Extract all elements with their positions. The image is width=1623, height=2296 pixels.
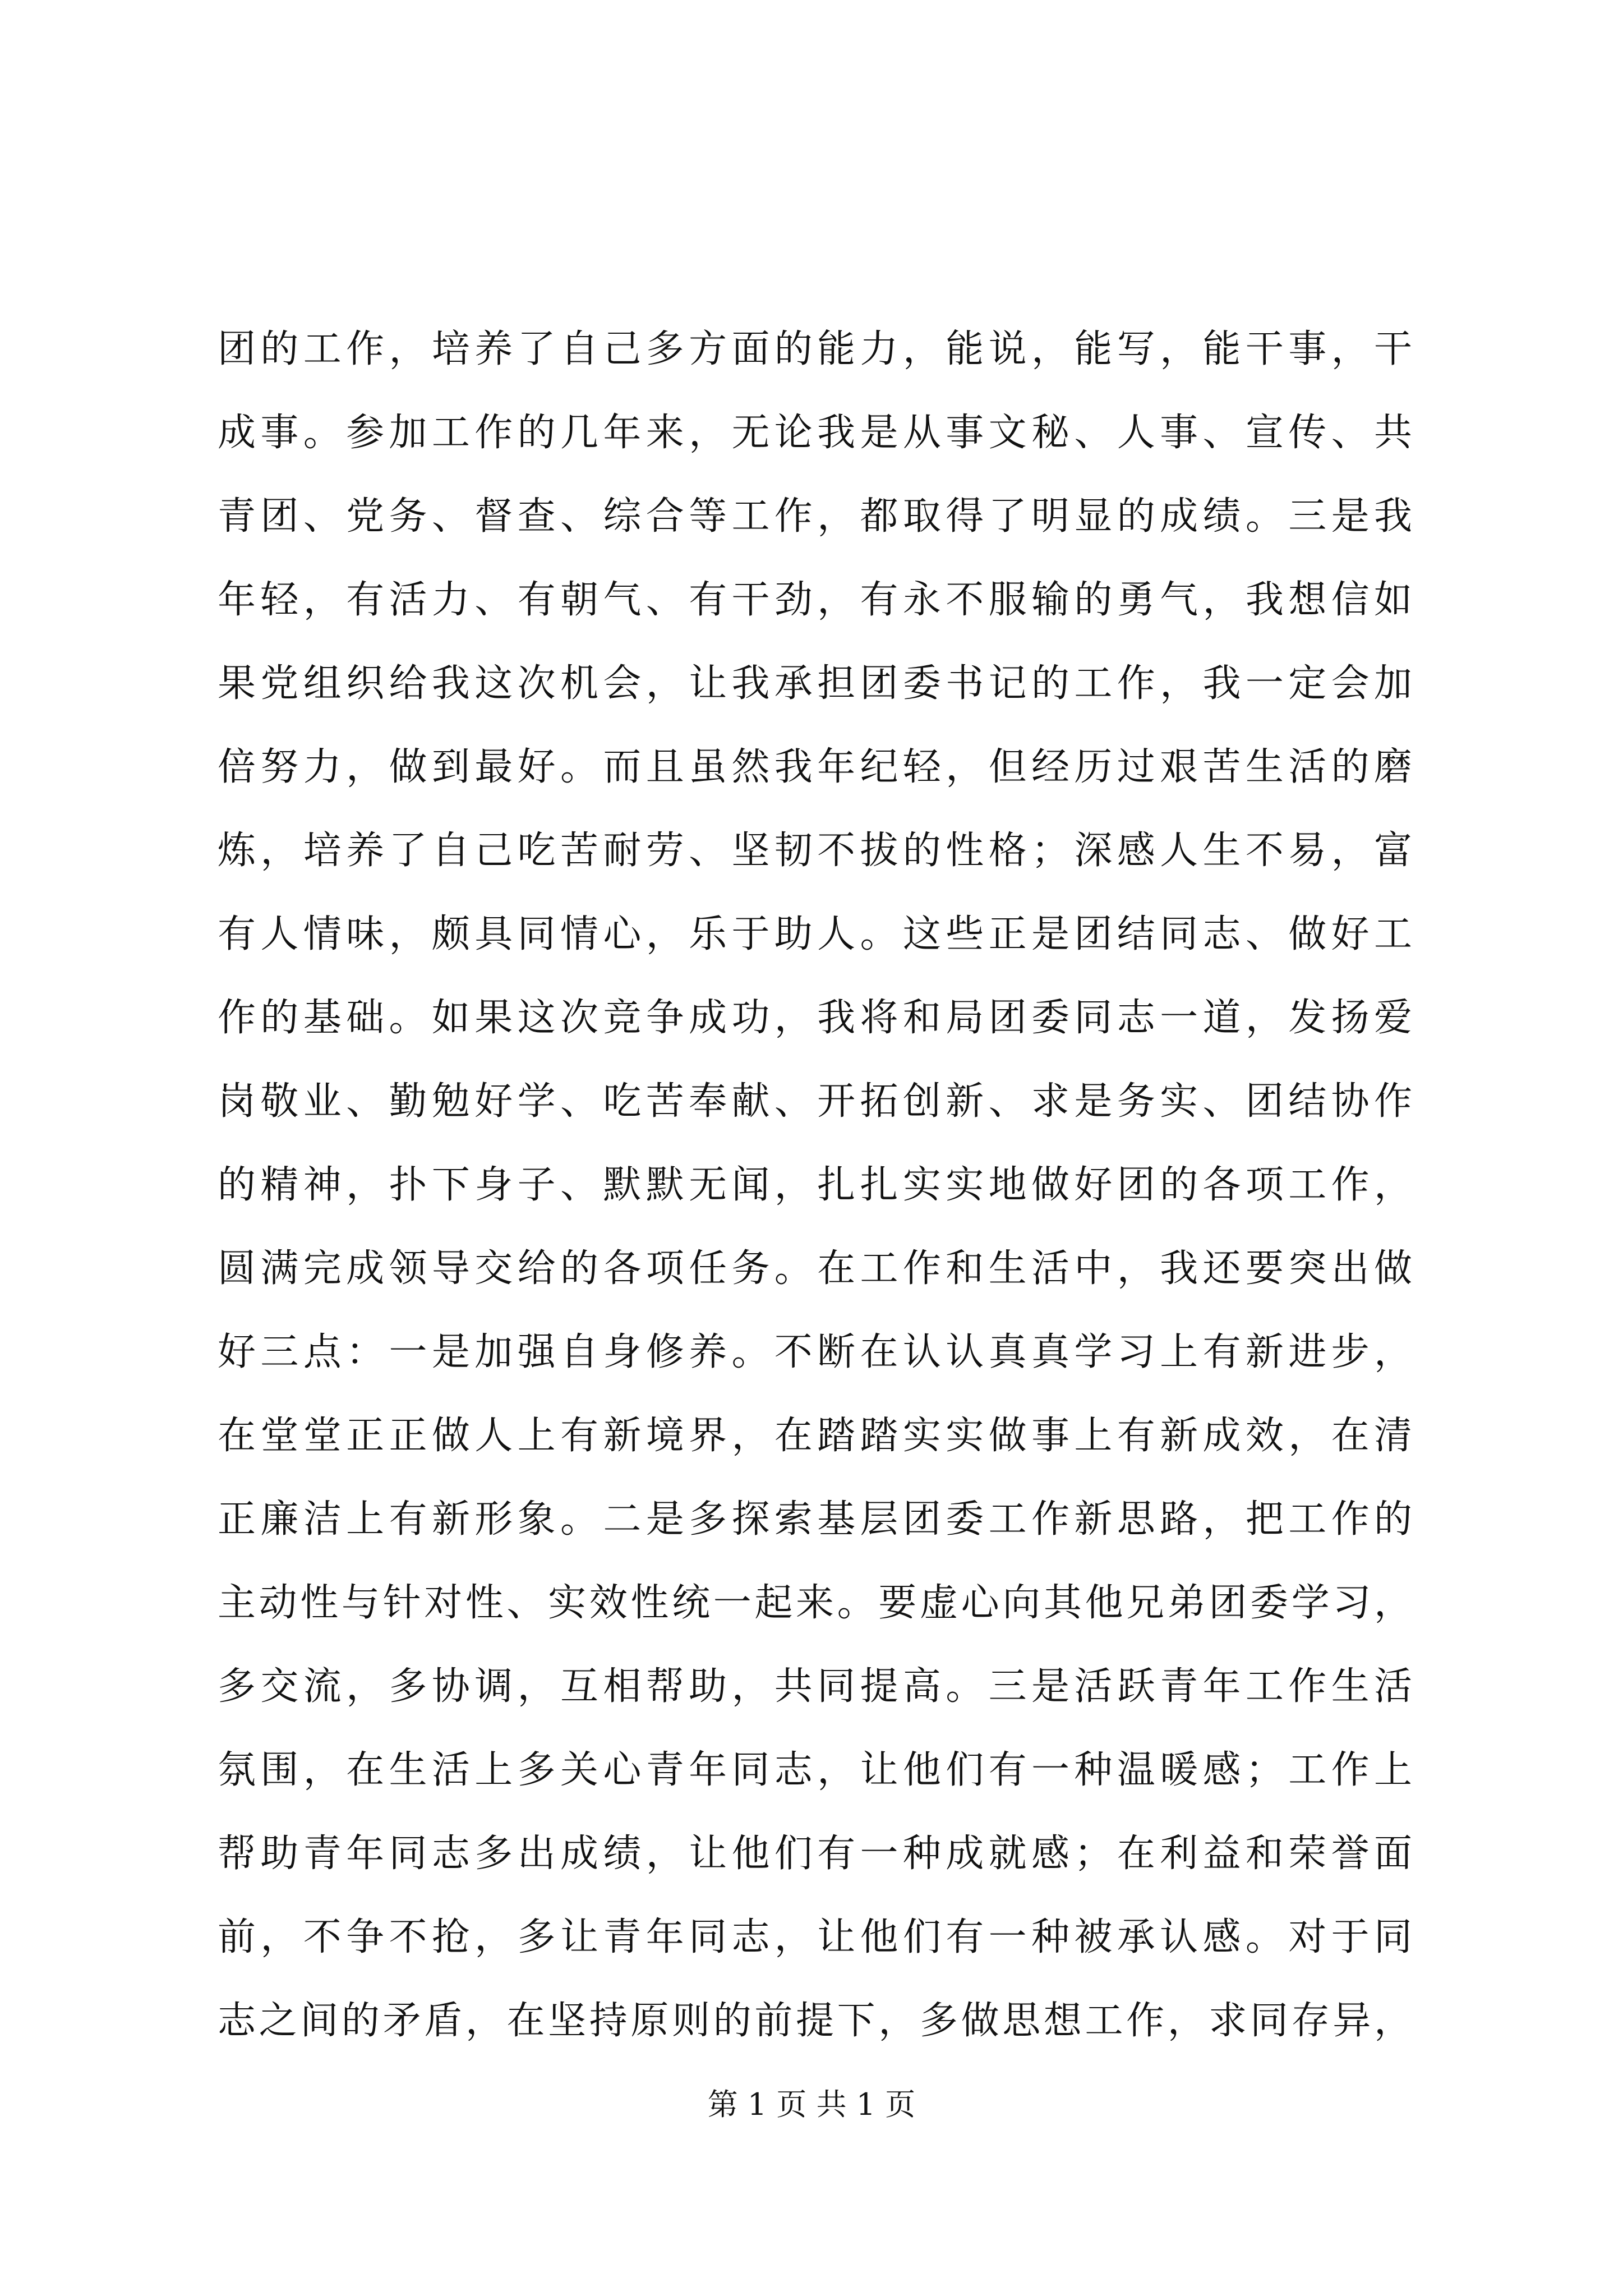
text-line: 果党组织给我这次机会，让我承担团委书记的工作，我一定会加 [218,661,1412,706]
text-line: 作的基础。如果这次竞争成功，我将和局团委同志一道，发扬爱 [218,996,1412,1040]
text-line: 在堂堂正正做人上有新境界，在踏踏实实做事上有新成效，在清 [218,1414,1412,1458]
text-line: 的精神，扑下身子、默默无闻，扎扎实实地做好团的各项工作， [218,1163,1412,1207]
text-line: 团的工作，培养了自己多方面的能力，能说，能写，能干事，干 [218,327,1412,371]
body-paragraph [218,307,1412,2063]
text-line: 帮助青年同志多出成绩，让他们有一种成就感；在利益和荣誉面 [218,1832,1412,1876]
text-line: 炼，培养了自己吃苦耐劳、坚韧不拔的性格；深感人生不易，富 [218,829,1412,873]
text-line: 前，不争不抢，多让青年同志，让他们有一种被承认感。对于同 [218,1915,1412,1959]
page-footer: 第 1 页 共 1 页 [707,2087,916,2122]
text-line: 志之间的矛盾，在坚持原则的前提下，多做思想工作，求同存异， [218,1999,1412,2043]
text-line: 主动性与针对性、实效性统一起来。要虚心向其他兄弟团委学习， [218,1581,1412,1625]
text-line: 有人情味，颇具同情心，乐于助人。这些正是团结同志、做好工 [218,912,1412,956]
text-line: 圆满完成领导交给的各项任务。在工作和生活中，我还要突出做 [218,1246,1412,1291]
text-line: 多交流，多协调，互相帮助，共同提高。三是活跃青年工作生活 [218,1664,1412,1709]
text-line: 岗敬业、勤勉好学、吃苦奉献、开拓创新、求是务实、团结协作 [218,1079,1412,1124]
text-line: 氛围，在生活上多关心青年同志，让他们有一种温暖感；工作上 [218,1748,1412,1792]
text-line: 成事。参加工作的几年来，无论我是从事文秘、人事、宣传、共 [218,411,1412,455]
text-line: 正廉洁上有新形象。二是多探索基层团委工作新思路，把工作的 [218,1497,1412,1542]
text-line: 倍努力，做到最好。而且虽然我年纪轻，但经历过艰苦生活的磨 [218,745,1412,789]
text-line: 好三点：一是加强自身修养。不断在认认真真学习上有新进步， [218,1330,1412,1374]
text-line: 青团、党务、督查、综合等工作，都取得了明显的成绩。三是我 [218,494,1412,539]
text-line: 年轻，有活力、有朝气、有干劲，有永不服输的勇气，我想信如 [218,578,1412,622]
